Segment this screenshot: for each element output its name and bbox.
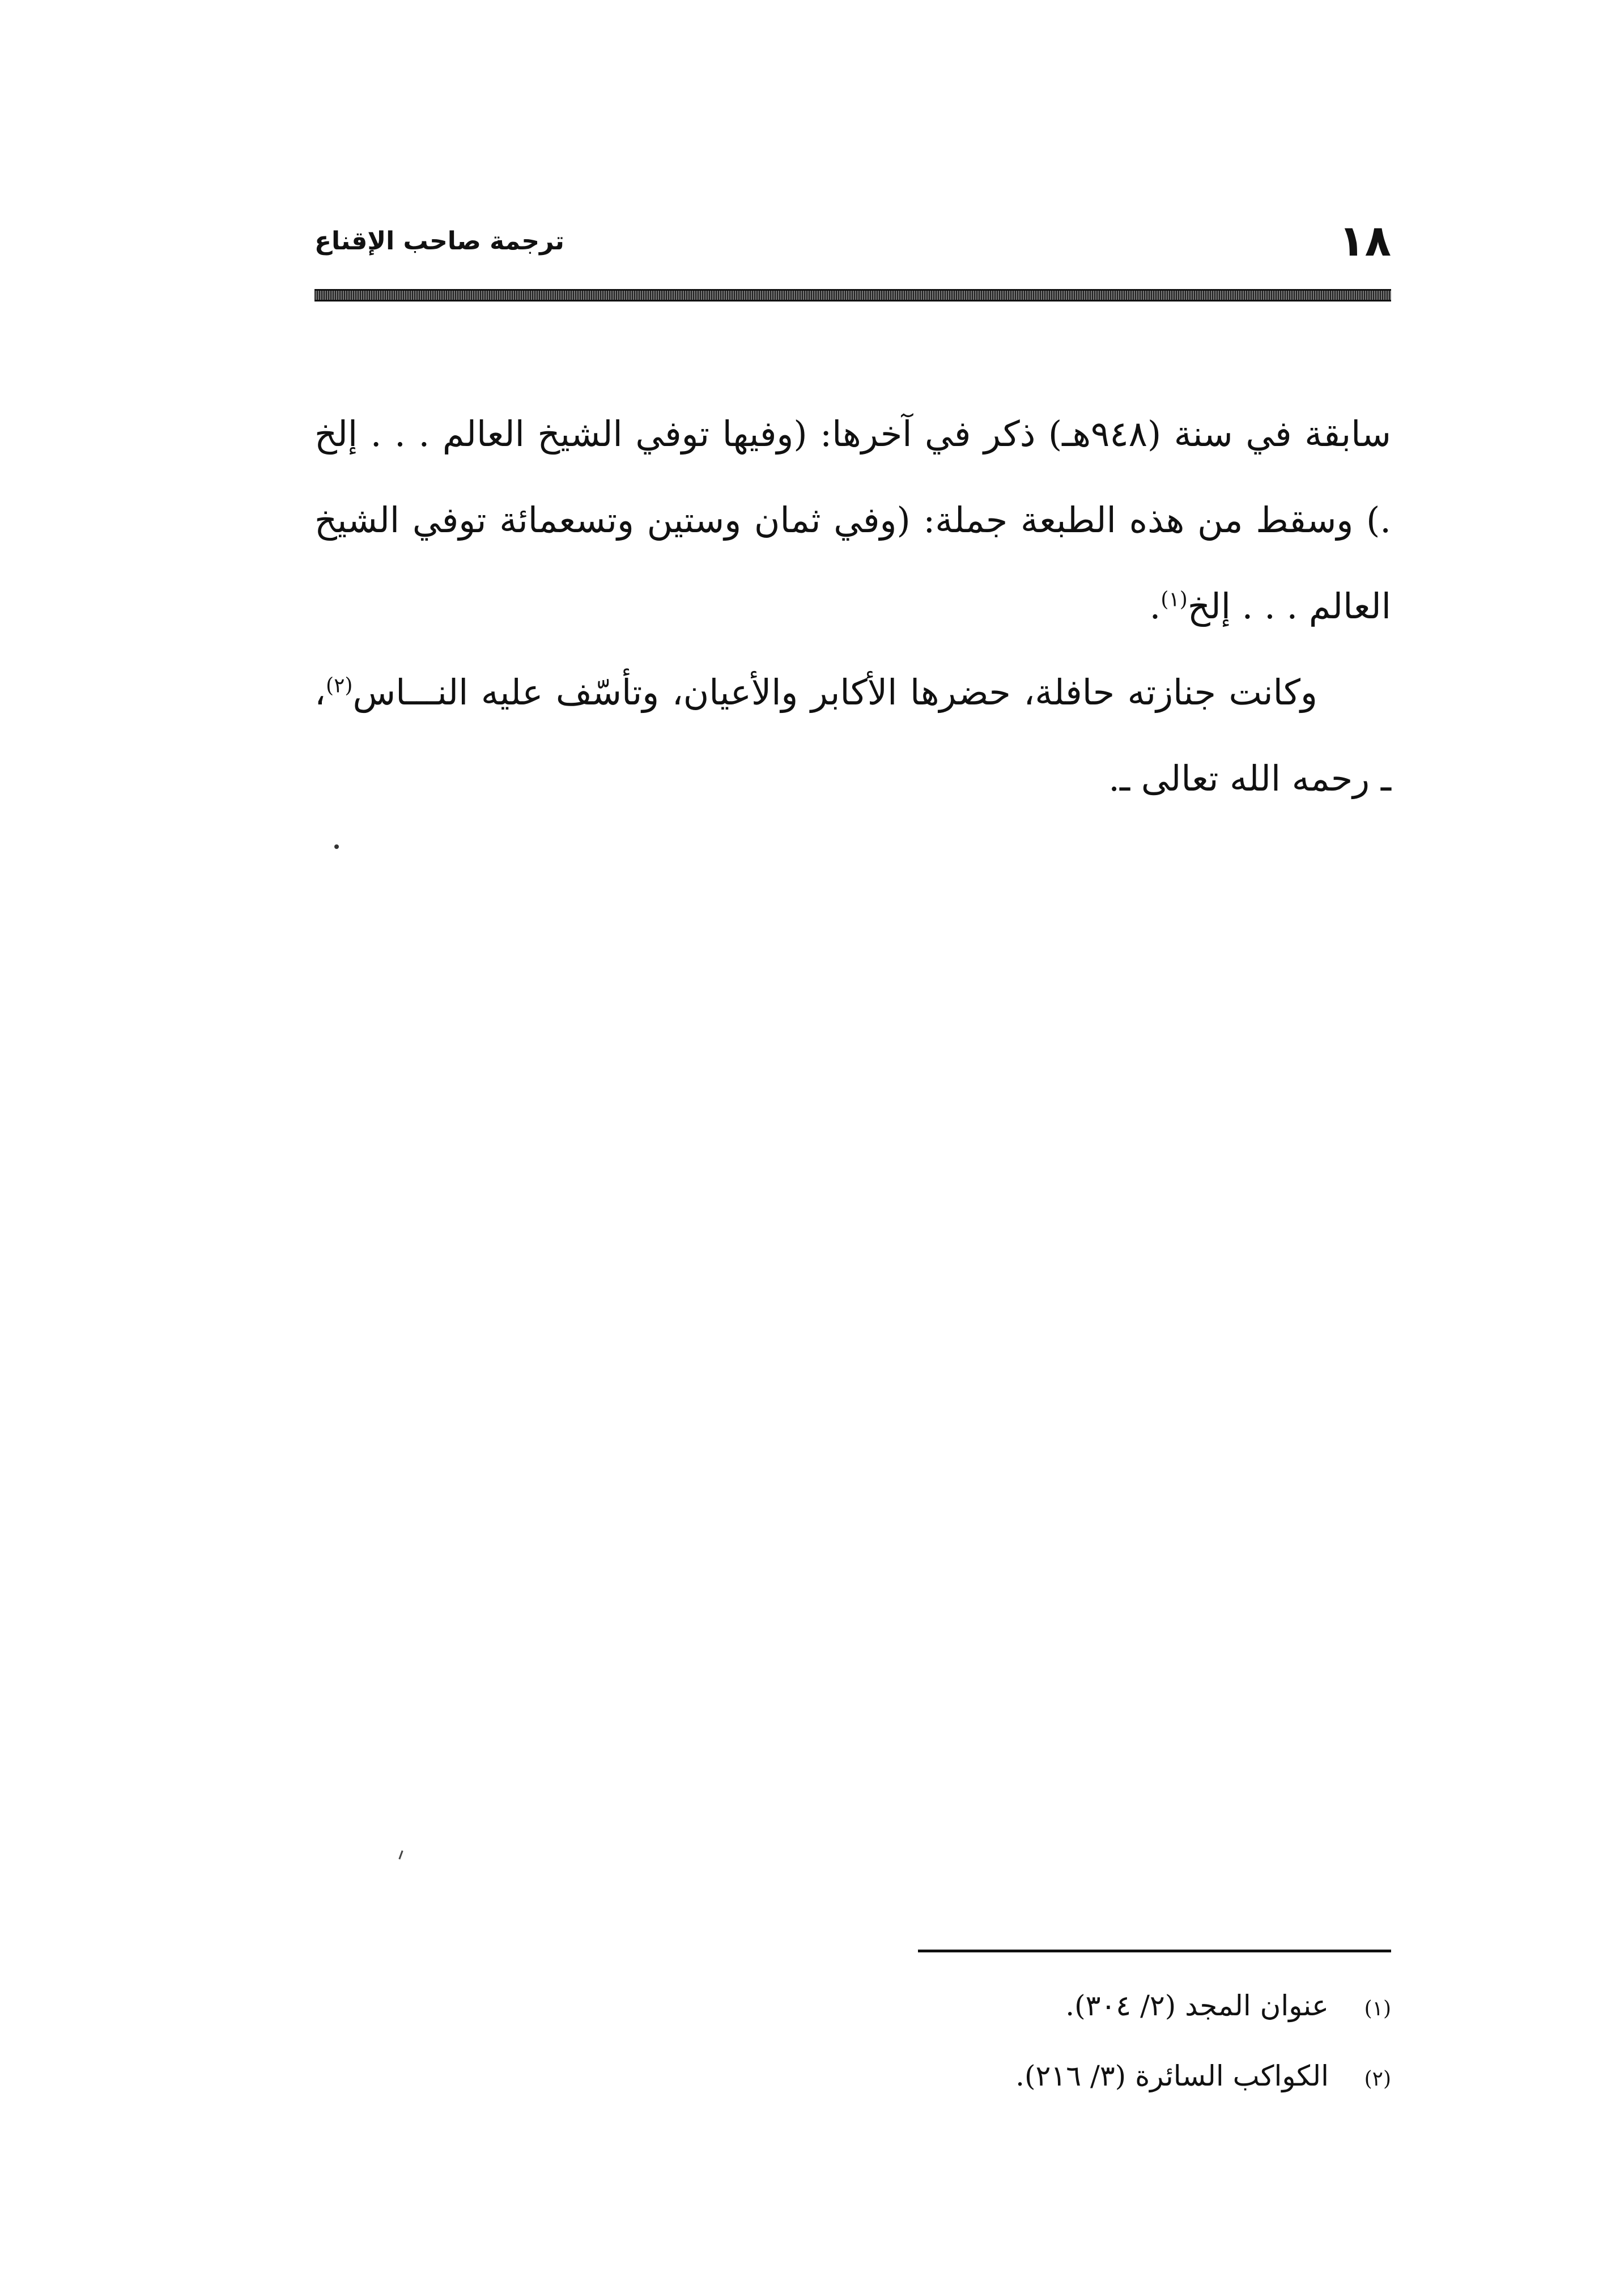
footnote-divider xyxy=(918,1950,1391,1952)
header-divider xyxy=(314,289,1391,302)
paragraph-2-end: ، ـ رحمه الله تعالى ـ. xyxy=(314,672,1391,799)
page-number: ١٨ xyxy=(1338,215,1391,266)
footnote-2 xyxy=(737,2043,1391,2113)
page-header xyxy=(314,215,1391,283)
scan-mark xyxy=(398,1850,403,1859)
paragraph-1-text: سابقة في سنة (٩٤٨هـ) ذكر في آخرها: (وفيها توفي الشيخ العالم . . . إلخ .) وسقط من هذه الطبعة جملة: (وفي ثمان وستين وتسعمائة توفي الشيخ العالم . . . إلخ xyxy=(314,413,1391,627)
scan-speck xyxy=(334,844,339,849)
running-title: ترجمة صاحب الإقناع xyxy=(314,227,564,256)
footnote-1-text: عنوان المجد (٢/ ٣٠٤). xyxy=(1065,1989,1329,2022)
footnote-ref-2: (٢) xyxy=(326,674,353,698)
footnote-1-number: (١) xyxy=(1364,1997,1391,2020)
paragraph-1 xyxy=(314,391,1391,649)
main-text xyxy=(314,391,1391,822)
footnote-ref-1: (١) xyxy=(1160,588,1188,612)
footnote-2-text: الكواكب السائرة (٣/ ٢١٦). xyxy=(1015,2060,1329,2092)
paragraph-2-text: وكانت جنازته حافلة، حضرها الأكابر والأعيان، وتأسّف عليه النـــاس xyxy=(352,672,1317,713)
paragraph-2 xyxy=(314,649,1391,822)
paragraph-1-end: . xyxy=(1149,585,1161,627)
footnote-2-number: (٢) xyxy=(1364,2067,1391,2091)
footnotes xyxy=(737,1972,1391,2113)
footnote-1 xyxy=(737,1972,1391,2043)
